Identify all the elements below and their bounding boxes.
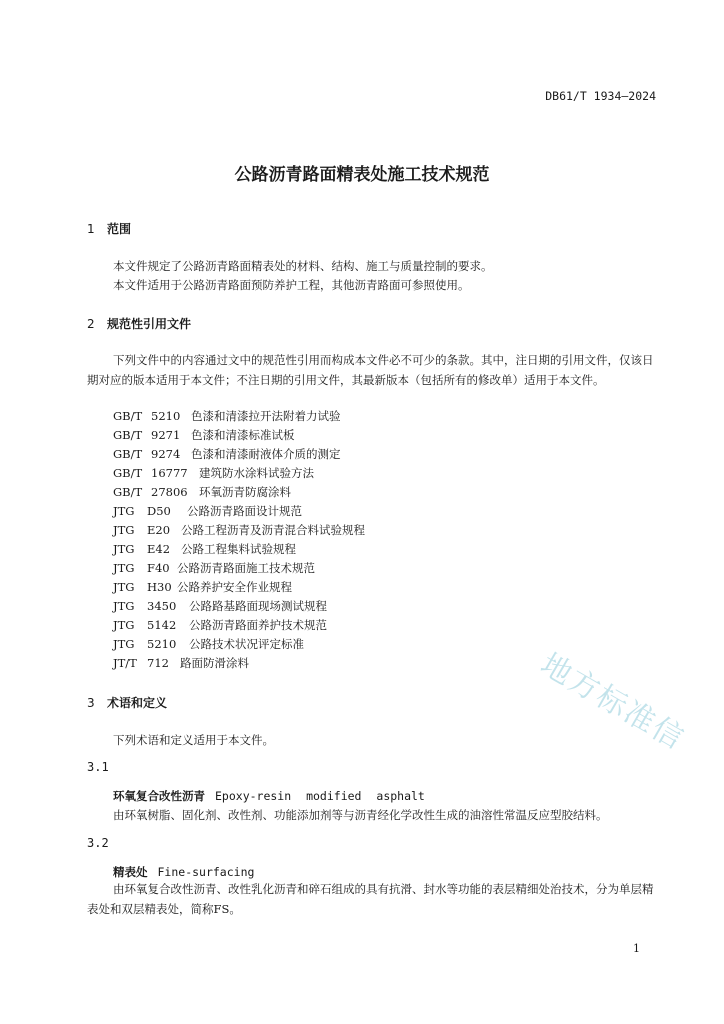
term-zh: 精表处 [113,865,148,879]
reference-item: JTG 5142 公路沥青路面养护技术规范 [113,618,327,632]
section-number: 2 [87,317,95,331]
section-2-heading [87,315,191,332]
term-number: 3.2 [87,836,109,850]
reference-item: GB/T 16777 建筑防水涂料试验方法 [113,466,314,480]
section-3-heading [87,694,167,711]
reference-item: JTG E42 公路工程集料试验规程 [113,542,296,556]
reference-item: GB/T 27806 环氧沥青防腐涂料 [113,485,291,499]
page-number: 1 [633,942,640,955]
term-en: Epoxy-resin modified asphalt [215,789,425,803]
section-title: 规范性引用文件 [107,317,192,331]
paragraph: 下列术语和定义适用于本文件。 [113,733,274,747]
term-en: Fine-surfacing [157,865,255,879]
reference-item: JTG F40 公路沥青路面施工技术规范 [113,561,315,575]
term-definition: 由环氧树脂、固化剂、改性剂、功能添加剂等与沥青经化学改性生成的油溶性常温反应型胶结料。 [113,808,608,822]
reference-item: JT/T 712 路面防滑涂料 [113,656,249,670]
document-title: 公路沥青路面精表处施工技术规范 [234,165,490,185]
paragraph: 本文件规定了公路沥青路面精表处的材料、结构、施工与质量控制的要求。 [113,259,493,273]
standard-code: DB61/T 1934—2024 [545,89,656,103]
reference-item: GB/T 9271 色漆和清漆标准试板 [113,428,295,442]
section-number: 1 [87,222,95,236]
watermark: 地方标准信 [534,646,691,758]
term-zh: 环氧复合改性沥青 [113,789,205,803]
paragraph: 下列文件中的内容通过文中的规范性引用而构成本文件必不可少的条款。其中，注日期的引用文件，仅该日期对应的版本适用于本文件；不注日期的引用文件，其最新版本（包括所有的修改单）适用于本文件。 [87,353,654,387]
term-heading [113,788,425,804]
paragraph: 本文件适用于公路沥青路面预防养护工程，其他沥青路面可参照使用。 [113,278,470,292]
term-number: 3.1 [87,760,109,774]
reference-item: GB/T 9274 色漆和清漆耐液体介质的测定 [113,447,341,461]
section-number: 3 [87,696,95,710]
section-1-heading [87,220,131,237]
reference-item: JTG 3450 公路路基路面现场测试规程 [113,599,327,613]
term-definition: 由环氧复合改性沥青、改性乳化沥青和碎石组成的具有抗滑、封水等功能的表层精细处治技术，分为单层精表处和双层精表处，简称FS。 [87,882,654,916]
term-heading [113,864,254,880]
section-title: 范围 [107,222,132,236]
reference-item: GB/T 5210 色漆和清漆拉开法附着力试验 [113,409,341,423]
reference-item: JTG 5210 公路技术状况评定标准 [113,637,304,651]
reference-item: JTG H30 公路养护安全作业规程 [113,580,292,594]
reference-item: JTG D50 公路沥青路面设计规范 [113,504,302,518]
reference-item: JTG E20 公路工程沥青及沥青混合料试验规程 [113,523,365,537]
section-title: 术语和定义 [107,696,168,710]
